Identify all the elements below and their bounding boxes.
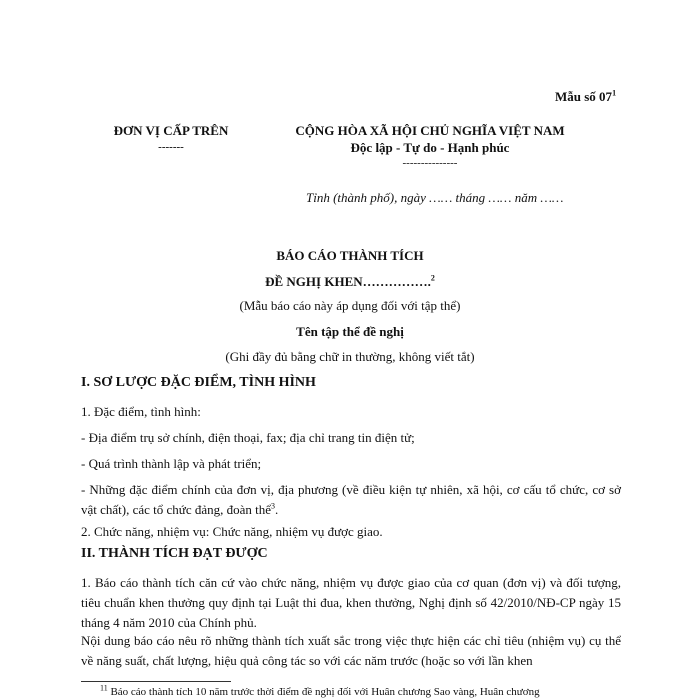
section1-paragraph-5: 2. Chức năng, nhiệm vụ: Chức năng, nhiệm vụ được giao. [81, 524, 383, 539]
footnote-text: Báo cáo thành tích 10 năm trước thời điểm đề nghị đối với Huân chương Sao vàng, Huân chương [110, 686, 540, 698]
form-number: Mẫu số $07^1$ [555, 88, 617, 104]
footnote [100, 683, 540, 698]
section1-heading: I. SƠ LƯỢC ĐẶC ĐIỂM, TÌNH HÌNH [81, 375, 316, 390]
report-subtitle: ĐỀ NGHỊ KHEN…………….$^2$ [265, 273, 435, 289]
issuer-dashes: ------- [158, 141, 184, 153]
subtitle-footnote-marker: 2 [430, 273, 435, 283]
report-note: (Mẫu báo cáo này áp dụng đối với tập thể) [239, 298, 461, 313]
collective-note: (Ghi đầy đủ bằng chữ in thường, không viết tắt) [225, 349, 475, 364]
section2-paragraph-1: 1. Báo cáo thành tích căn cứ vào chức năng, nhiệm vụ được giao của cơ quan (đơn vị) và đối tượng, tiêu chuẩn khen thưởng quy định tại Luật thi đua, khen thưởng, Nghị định số 42/2010/NĐ-CP ngày 15 tháng 4 năm 2010 của Chính phủ. [81, 575, 621, 630]
p4-footnote-marker: 3 [271, 501, 276, 511]
section2-paragraph-2: Nội dung báo cáo nêu rõ những thành tích xuất sắc trong việc thực hiện các chỉ tiêu (nhiệm vụ) cụ thể về năng suất, chất lượng, hiệu quả công tác so với các năm trước (hoặc so với lần khen [81, 633, 621, 668]
section1-paragraph-2: - Địa điểm trụ sở chính, điện thoại, fax; địa chỉ trang tin điện tử; [81, 430, 415, 445]
collective-name: Tên tập thể đề nghị [296, 324, 404, 339]
footnote-marker: 11 [100, 683, 108, 693]
national-motto: Độc lập - Tự do - Hạnh phúc [350, 140, 510, 155]
form-number-footnote-marker: 1 [612, 88, 617, 98]
section1-paragraph-3: - Quá trình thành lập và phát triển; [81, 456, 262, 471]
footnote-separator [81, 681, 231, 682]
place-date-line: Tỉnh (thành phố), ngày …… tháng …… năm …… [306, 190, 564, 205]
national-title: CỘNG HÒA XÃ HỘI CHỦ NGHĨA VIỆT NAM [295, 123, 565, 138]
section1-paragraph-1: 1. Đặc điểm, tình hình: [81, 404, 201, 419]
section1-paragraph-4: - Những đặc điểm chính của đơn vị, địa phương (về điều kiện tự nhiên, xã hội, cơ cấu tổ chức, cơ sở vật chất), các tổ chức đảng, đoàn thể$^3$. [81, 482, 621, 517]
issuer-name: ĐƠN VỊ CẤP TRÊN [113, 123, 229, 138]
section2-heading: II. THÀNH TÍCH ĐẠT ĐƯỢC [81, 546, 268, 561]
report-title: BÁO CÁO THÀNH TÍCH [276, 248, 424, 263]
national-dashes: --------------- [402, 157, 458, 169]
